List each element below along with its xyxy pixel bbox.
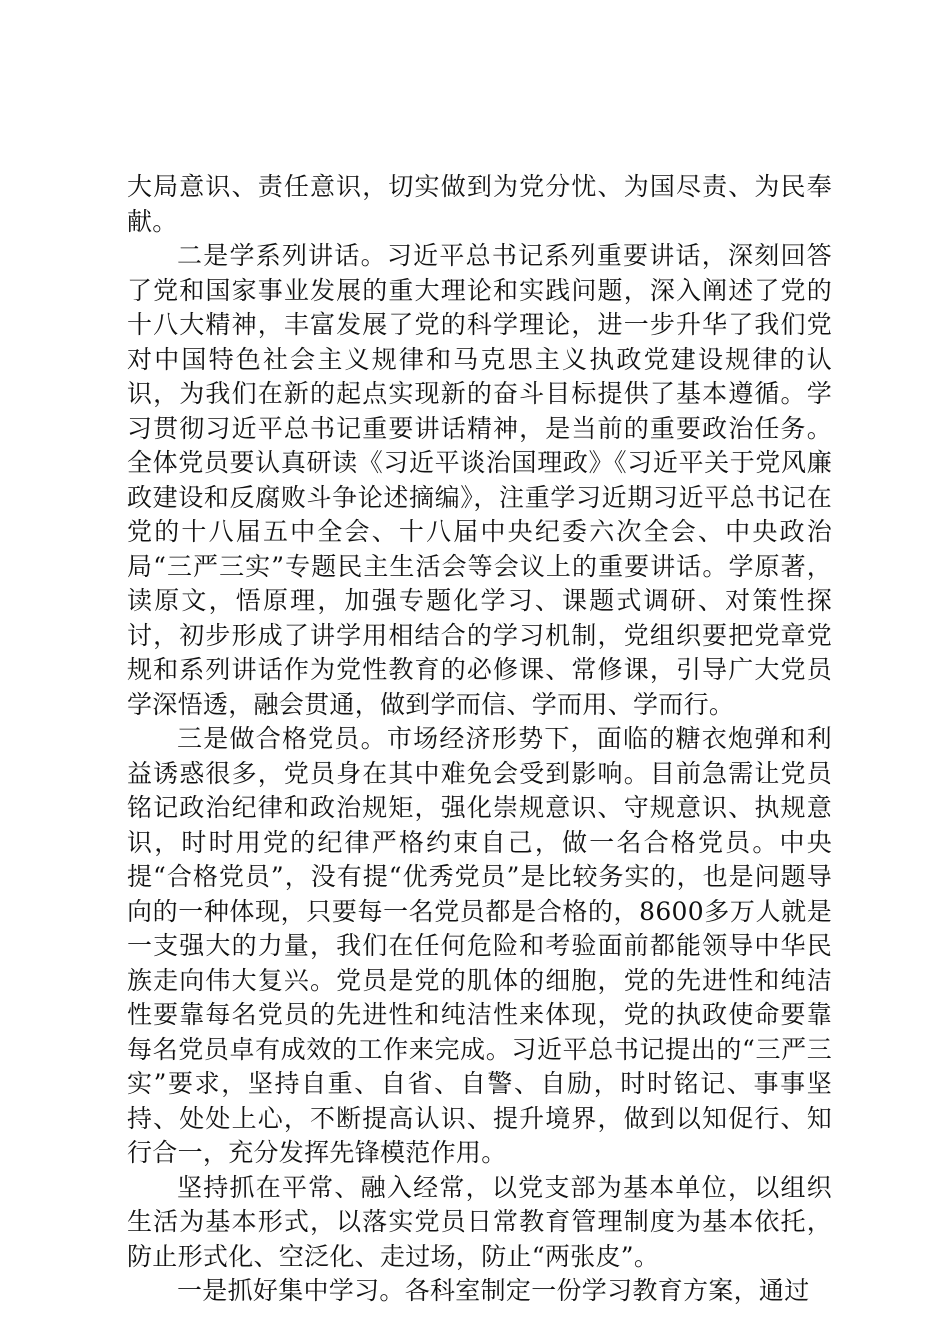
paragraph-2: 二是学系列讲话。习近平总书记系列重要讲话，深刻回答了党和国家事业发展的重大理论和实践问题，深入阐述了党的十八大精神，丰富发展了党的科学理论，进一步升华了我们党对中国特色社会主义规律和马克思主义执政党建设规律的认识，为我们在新的起点实现新的奋斗目标提供了基本遵循。学习贯彻习近平总书记重要讲话精神，是当前的重要政治任务。全体党员要认真研读《习近平谈治国理政》《习近平关于党风廉政建设和反腐败斗争论述摘编》，注重学习近期习近平总书记在党的十八届五中全会、十八届中央纪委六次全会、中央政治局“三严三实”专题民主生活会等会议上的重要讲话。学原著，读原文，悟原理，加强专题化学习、课题式调研、对策性探讨，初步形成了讲学用相结合的学习机制，党组织要把党章党规和系列讲话作为党性教育的必修课、常修课，引导广大党员学深悟透，融会贯通，做到学而信、学而用、学而行。 (127, 241, 832, 719)
body-text (127, 170, 832, 1309)
paragraph-3: 三是做合格党员。市场经济形势下，面临的糖衣炮弹和利益诱惑很多，党员身在其中难免会受到影响。目前急需让党员铭记政治纪律和政治规矩，强化崇规意识、守规意识、执规意识，时时用党的纪律严格约束自己，做一名合格党员。中央提“合格党员”，没有提“优秀党员”是比较务实的，也是问题导向的一种体现，只要每一名党员都是合格的，8600多万人就是一支强大的力量，我们在任何危险和考验面前都能领导中华民族走向伟大复兴。党员是党的肌体的细胞，党的先进性和纯洁性要靠每名党员的先进性和纯洁性来体现，党的执政使命要靠每名党员卓有成效的工作来完成。习近平总书记提出的“三严三实”要求，坚持自重、自省、自警、自励，时时铭记、事事坚持、处处上心，不断提高认识、提升境界，做到以知促行、知行合一，充分发挥先锋模范作用。 (127, 724, 832, 1167)
paragraph-4: 坚持抓在平常、融入经常，以党支部为基本单位，以组织生活为基本形式，以落实党员日常教育管理制度为基本依托，防止形式化、空泛化、走过场，防止“两张皮”。 (127, 1172, 832, 1271)
paragraph-1: 大局意识、责任意识，切实做到为党分忧、为国尽责、为民奉献。 (127, 172, 832, 236)
paragraph-5: 一是抓好集中学习。各科室制定一份学习教育方案，通过 (177, 1276, 810, 1305)
